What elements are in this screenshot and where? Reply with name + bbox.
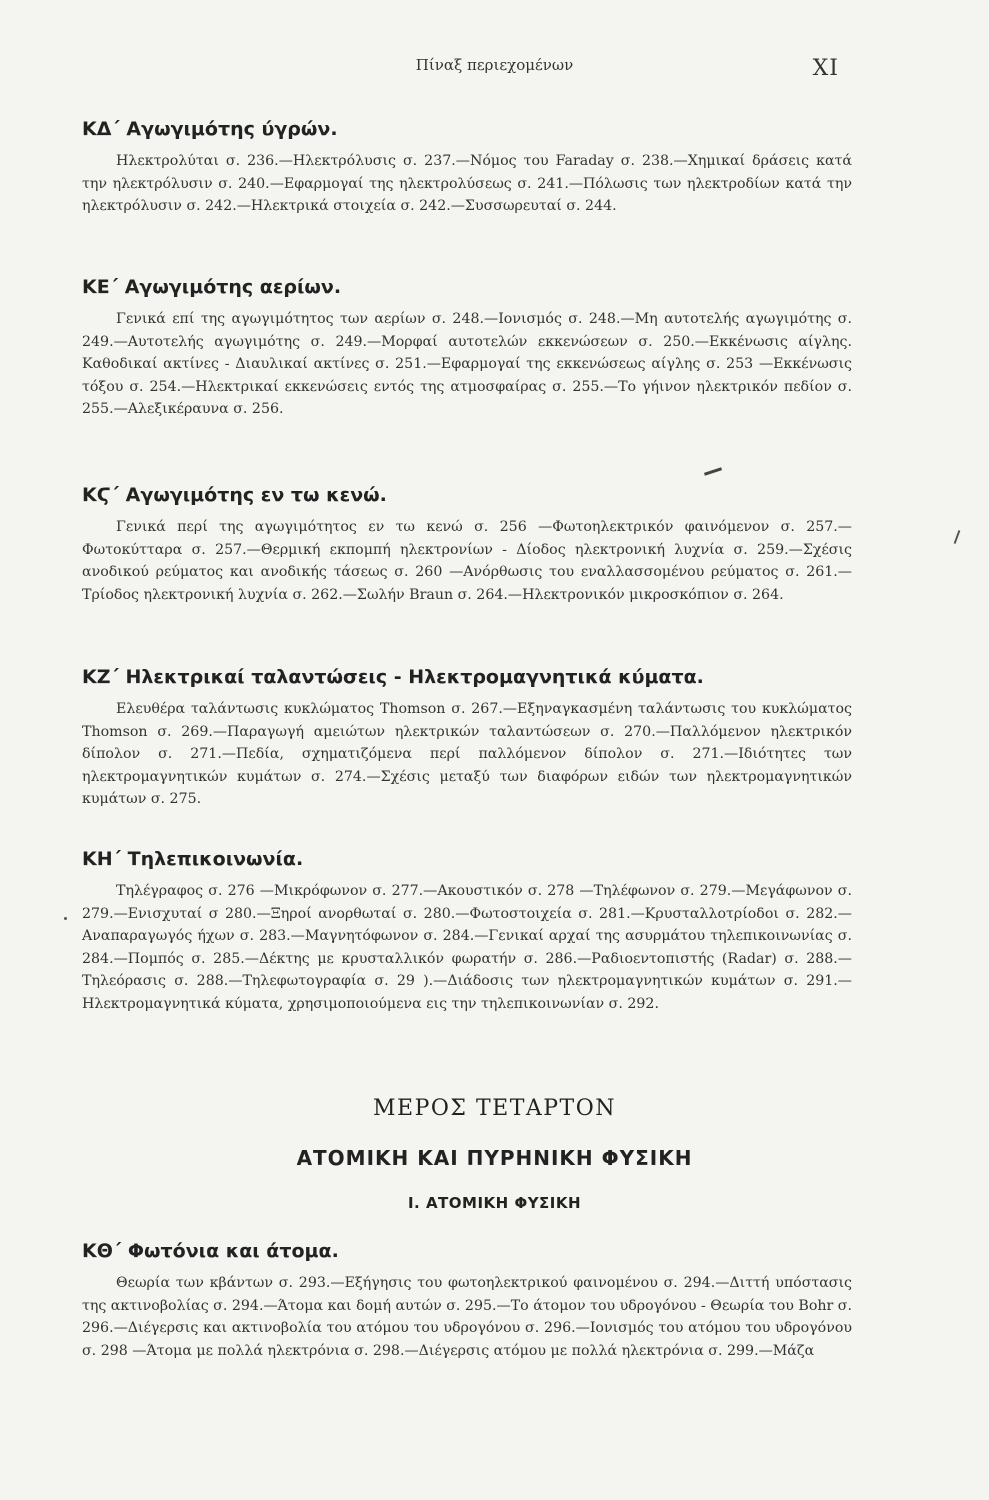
running-head: Πίναξ περιεχομένων [415,56,574,74]
section-telecommunication [82,848,852,1016]
section-title: ΚΔ΄ Αγωγιμότης ύγρών. [82,118,338,140]
part-subtitle: Ι. ΑΤΟΜΙΚΗ ΦΥΣΙΚΗ [407,1194,582,1212]
section-body: Τηλέγραφος σ. 276 —Μικρόφωνον σ. 277.—Ακουστικόν σ. 278 —Τηλέφωνον σ. 279.—Μεγάφωνον σ. 279.—Ενισχυταί σ 280.—Ξηροί ανορθωταί σ. 280.—Φωτοστοιχεία σ. 281.—Κρυσταλλοτρίοδοι σ. 282.—Αναπαραγωγός ήχων σ. 283.—Μαγνητόφωνον σ. 284.—Γενικαί αρχαί της ασυρμάτου τηλεπικοινωνίας σ. 284.—Πομπός σ. 285.—Δέκτης με κρυσταλλικόν φωρατήν σ. 286.—Ραδιοεντοπιστής (Radar) σ. 288.—Τηλεόρασις σ. 288.—Τηλεφωτογραφία σ. 29 ).—Διάδοσις των ηλεκτρομαγνητικών κυμάτων σ. 291.—Ηλεκτρομαγνητικά κύματα, χρησιμοποιούμενα εις την τηλεπικοινωνίαν σ. 292. [82,883,852,1012]
part-main-title: ΑΤΟΜΙΚΗ ΚΑΙ ΠΥΡΗΝΙΚΗ ΦΥΣΙΚΗ [296,1146,693,1170]
section-conductivity-gases [82,276,852,421]
section-title: ΚΘ΄ Φωτόνια και άτομα. [82,1240,339,1262]
section-body: Γενικά επί της αγωγιμότητος των αερίων σ. 248.—Ιονισμός σ. 248.—Μη αυτοτελής αγωγιμότης σ. 249.—Αυτοτελής αγωγιμότης σ. 249.—Μορφαί αυτοτελών εκκενώσεων σ. 250.—Εκκένωσις αίγλης. Καθοδικαί ακτίνες - Διαυλικαί ακτίνες σ. 251.—Εφαρμογαί της εκκενώσεως αίγλης σ. 253 —Εκκένωσις τόξου σ. 254.—Ηλεκτρικαί εκκενώσεις εντός της ατμοσφαίρας σ. 255.—Το γήινον ηλεκτρικόν πεδίον σ. 255.—Αλεξικέραυνα σ. 256. [82,311,852,418]
section-title: ΚΗ΄ Τηλεπικοινωνία. [82,848,304,870]
section-title: ΚΕ΄ Αγωγιμότης αερίων. [82,276,342,298]
margin-mark [954,530,961,544]
section-body: Ηλεκτρολύται σ. 236.—Ηλεκτρόλυσις σ. 237.—Νόμος του Faraday σ. 238.—Χημικαί δράσεις κατά την ηλεκτρόλυσιν σ. 240.—Εφαρμογαί της ηλεκτρολύσεως σ. 241.—Πόλωσις των ηλεκτροδίων κατά την ηλεκτρόλυσιν σ. 242.—Ηλεκτρικά στοιχεία σ. 242.—Συσσωρευταί σ. 244. [82,153,852,215]
section-photons-atoms [82,1240,852,1362]
section-body: Ελευθέρα ταλάντωσις κυκλώματος Thomson σ. 267.—Εξηναγκασμένη ταλάντωσις του κυκλώματος Thomson σ. 269.—Παραγωγή αμειώτων ηλεκτρικών ταλαντώσεων σ. 270.—Παλλόμενον ηλεκτρικόν δίπολον σ. 271.—Πεδία, σχηματιζόμενα περί παλλόμενον δίπολον σ. 271.—Ιδιότητες των ηλεκτρομαγνητικών κυμάτων σ. 274.—Σχέσις μεταξύ των διαφόρων ειδών των ηλεκτρομαγνητικών κυμάτων σ. 275. [82,701,852,808]
section-conductivity-vacuum [82,484,852,606]
section-oscillations-waves [82,666,852,811]
section-title: ΚϚ΄ Αγωγιμότης εν τω κενώ. [82,484,387,506]
section-body: Θεωρία των κβάντων σ. 293.—Εξήγησις του φωτοηλεκτρικού φαινομένου σ. 294.—Διττή υπόστασις της ακτινοβολίας σ. 294.—Άτομα και δομή αυτών σ. 295.—Το άτομον του υδρογόνου - Θεωρία του Bohr σ. 296.—Διέγερσις και ακτινοβολία του ατόμου του υδρογόνου σ. 296.—Ιονισμός του ατόμου του υδρογόνου σ. 298 —Άτομα με πολλά ηλεκτρόνια σ. 298.—Διέγερσις ατόμου με πολλά ηλεκτρόνια σ. 299.—Μάζα [82,1275,852,1359]
section-body: Γενικά περί της αγωγιμότητος εν τω κενώ σ. 256 —Φωτοηλεκτρικόν φαινόμενον σ. 257.—Φωτοκύτταρα σ. 257.—Θερμική εκπομπή ηλεκτρονίων - Δίοδος ηλεκτρονική λυχνία σ. 259.—Σχέσις ανοδικού ρεύματος και ανοδικής τάσεως σ. 260 —Ανόρθωσις του εναλλασσομένου ρεύματος σ. 261.—Τρίοδος ηλεκτρονική λυχνία σ. 262.—Σωλήν Braun σ. 264.—Ηλεκτρονικόν μικροσκόπιον σ. 264. [82,519,852,603]
part-heading: ΜΕΡΟΣ ΤΕΤΑΡΤΟΝ [372,1096,617,1121]
section-conductivity-liquids [82,118,852,218]
page-number: XI [812,56,839,81]
section-title: ΚΖ΄ Ηλεκτρικαί ταλαντώσεις - Ηλεκτρομαγνητικά κύματα. [82,666,704,688]
pencil-mark [704,467,722,475]
margin-dot [64,917,67,920]
